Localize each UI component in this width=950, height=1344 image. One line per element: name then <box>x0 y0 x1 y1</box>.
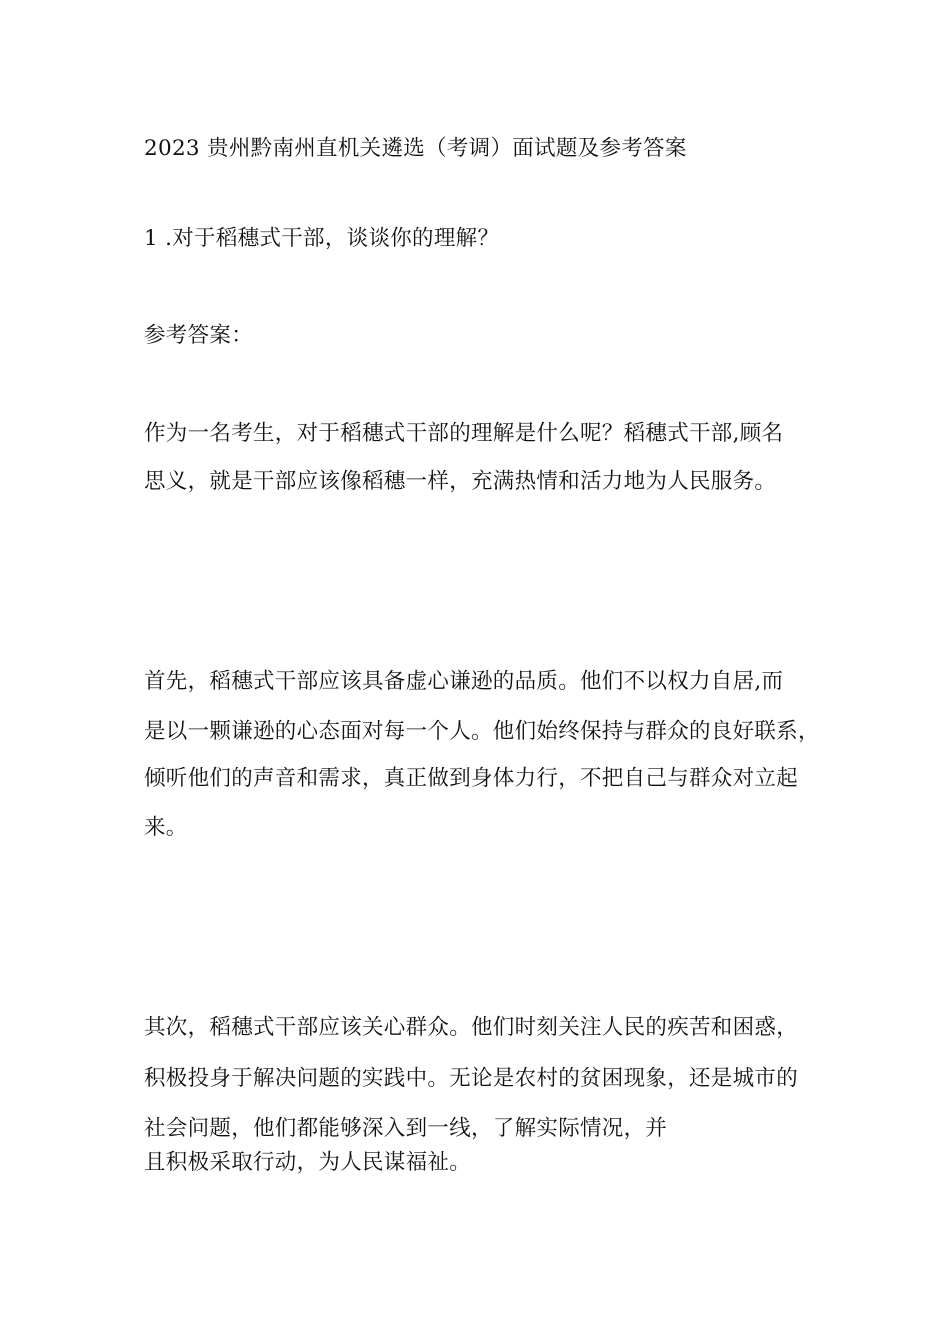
paragraph-line: 思义，就是干部应该像稻穗一样，充满热情和活力地为人民服务。 <box>144 469 777 494</box>
paragraph-line: 首先，稻穗式干部应该具备虚心谦逊的品质。他们不以权力自居,而 <box>144 669 784 694</box>
paragraph-line: 且积极采取行动，为人民谋福祉。 <box>144 1150 472 1175</box>
paragraph-line: 积极投身于解决问题的实践中。无论是农村的贫困现象，还是城市的 <box>144 1066 799 1091</box>
paragraph-line: 社会问题，他们都能够深入到一线，了解实际情况，并 <box>144 1116 668 1141</box>
paragraph-line: 来。 <box>144 815 188 840</box>
question-heading: 1 .对于稻穗式干部，谈谈你的理解？ <box>144 226 500 251</box>
paragraph-line: 其次，稻穗式干部应该关心群众。他们时刻关注人民的疾苦和困惑， <box>144 1015 799 1040</box>
answer-label: 参考答案： <box>144 323 254 348</box>
paragraph-line: 倾听他们的声音和需求，真正做到身体力行，不把自己与群众对立起 <box>144 766 799 791</box>
paragraph-line: 是以一颗谦逊的心态面对每一个人。他们始终保持与群众的良好联系， <box>144 719 820 744</box>
document-title: 2023 贵州黔南州直机关遴选（考调）面试题及参考答案 <box>144 136 687 161</box>
paragraph-line: 作为一名考生，对于稻穗式干部的理解是什么呢？稻穗式干部,顾名 <box>144 421 784 446</box>
